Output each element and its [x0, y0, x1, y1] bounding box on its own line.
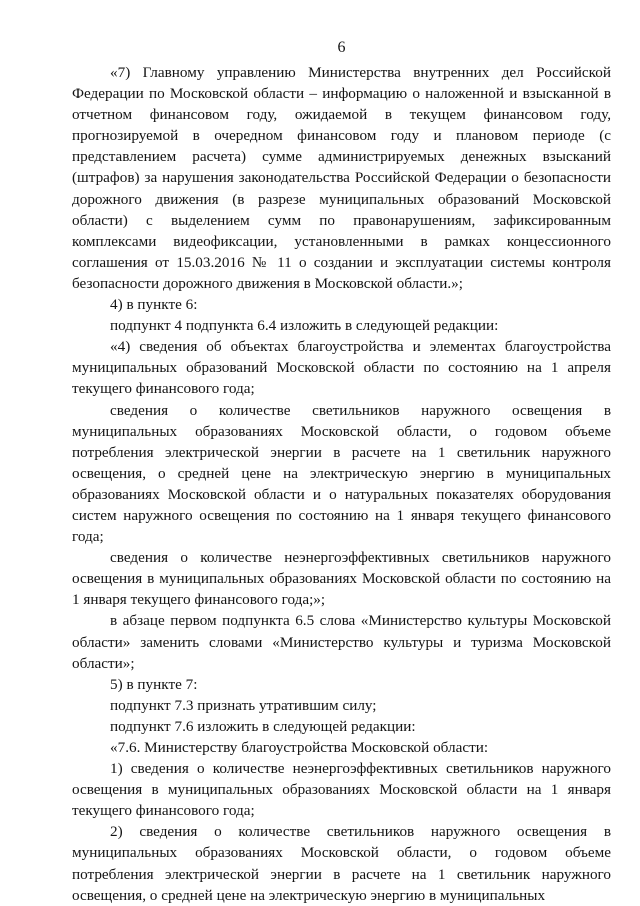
- paragraph: сведения о количестве светильников наружного освещения в муниципальных образованиях Московской области, о годовом объеме потребления электрической энергии в расчете на 1 светильник наружного освещения, о средней цене на электрическую энергию в муниципальных образованиях Московской области и о натуральных показателях оборудования систем наружного освещения по состоянию на 1 января текущего финансового года;: [72, 401, 611, 546]
- paragraph: 4) в пункте 6:: [110, 296, 198, 314]
- paragraph: подпункт 4 подпункта 6.4 изложить в следующей редакции:: [110, 317, 499, 335]
- paragraph: в абзаце первом подпункта 6.5 слова «Министерство культуры Московской области» заменить словами «Министерство культуры и туризма Московской области»;: [72, 612, 611, 672]
- paragraph: 1) сведения о количестве неэнергоэффективных светильников наружного освещения в муниципальных образованиях Московской области на 1 января текущего финансового года;: [72, 760, 611, 820]
- page-number: 6: [337, 39, 346, 56]
- paragraph: «7.6. Министерству благоустройства Московской области:: [110, 739, 489, 756]
- paragraph: подпункт 7.6 изложить в следующей редакции:: [110, 717, 416, 735]
- paragraph: подпункт 7.3 признать утратившим силу;: [110, 696, 377, 714]
- paragraph: «4) сведения об объектах благоустройства и элементах благоустройства муниципальных образований Московской области по состоянию на 1 апреля текущего финансового года;: [72, 338, 611, 398]
- document-page: [72, 38, 611, 906]
- paragraph: сведения о количестве неэнергоэффективных светильников наружного освещения в муниципальных образованиях Московской области по состоянию на 1 января текущего финансового года;»;: [72, 549, 611, 609]
- paragraph: 5) в пункте 7:: [110, 675, 198, 693]
- paragraph: 2) сведения о количестве светильников наружного освещения в муниципальных образованиях Московской области, о годовом объеме потребления электрической энергии в расчете на 1 светильник наружного освещения, о средней цене на электрическую энергию в муниципальных: [72, 823, 611, 904]
- paragraph: «7) Главному управлению Министерства внутренних дел Российской Федерации по Московской области – информацию о наложенной и взысканной в отчетном финансовом году, ожидаемой в текущем финансовом году, прогнозируемой в очередном финансовом году и плановом периоде (с представлением расчета) сумме администрируемых денежных взысканий (штрафов) за нарушения законодательства Российской Федерации о безопасности дорожного движения (в разрезе муниципальных образований Московской области) с выделением сумм по правонарушениям, зафиксированным комплексами видеофиксации, установленными в рамках концессионного соглашения от 15.03.2016 № 11 о создании и эксплуатации системы контроля безопасности дорожного движения в Московской области.»;: [72, 64, 611, 292]
